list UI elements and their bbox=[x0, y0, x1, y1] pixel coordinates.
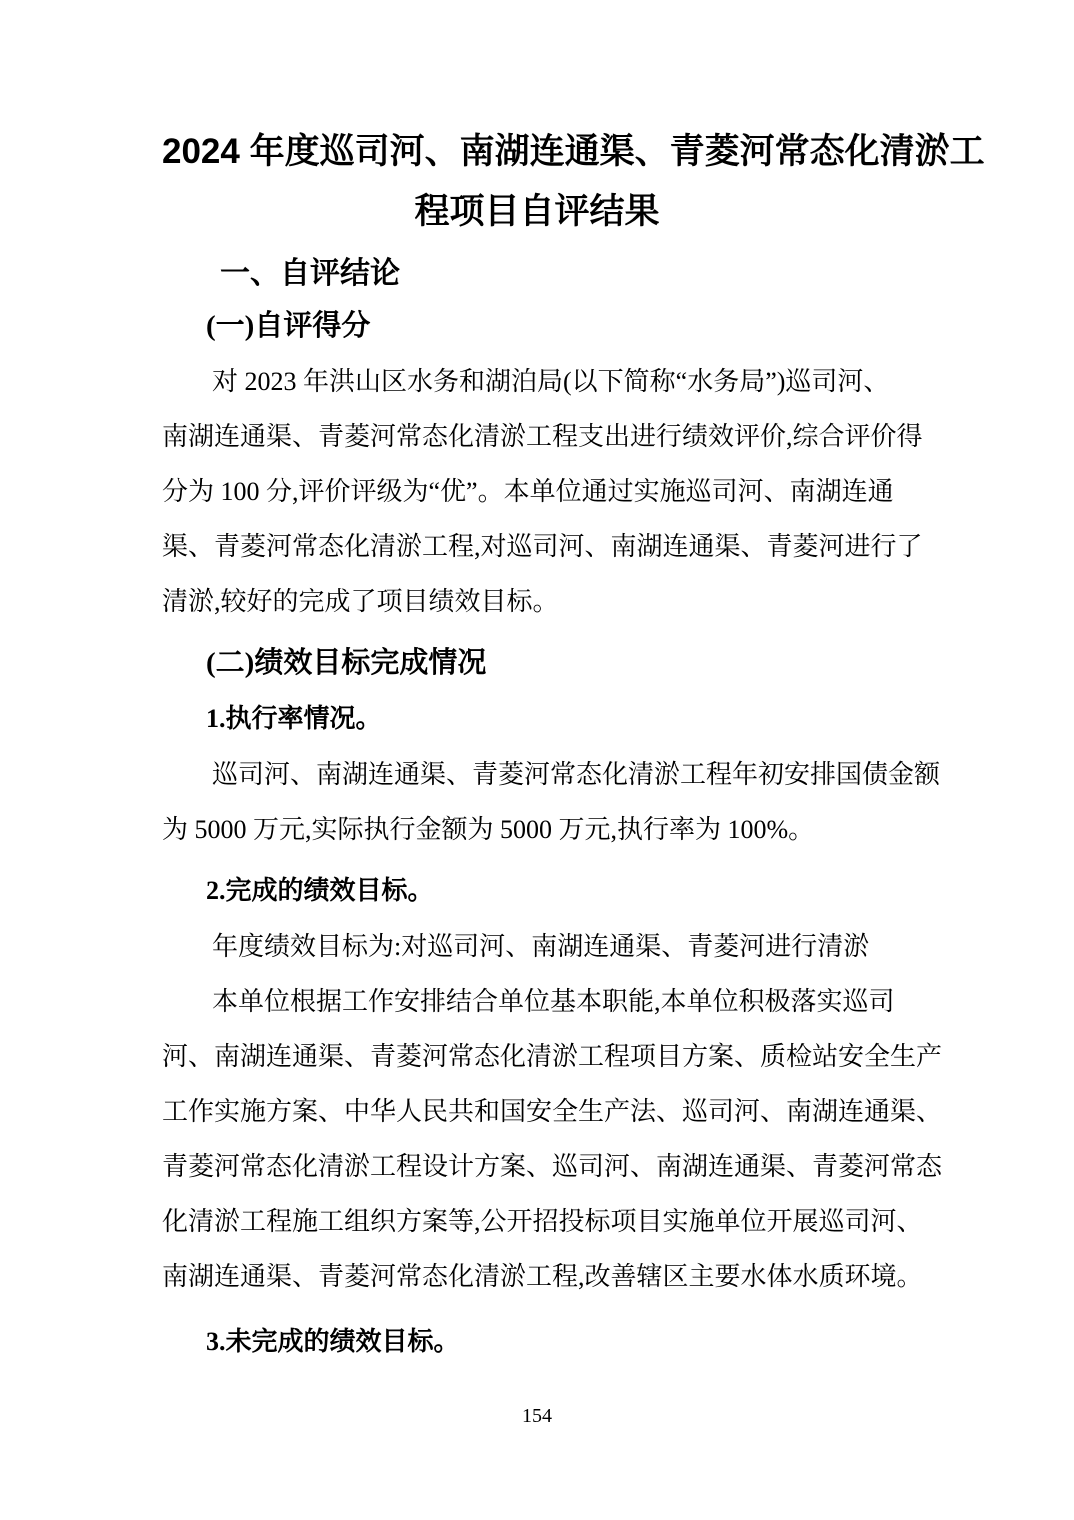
paragraph-completed-line-6: 南湖连通渠、青菱河常态化清淤工程,改善辖区主要水体水质环境。 bbox=[162, 1262, 923, 1291]
paragraph-annual-target: 年度绩效目标为:对巡司河、南湖连通渠、青菱河进行清淤 bbox=[212, 932, 870, 961]
heading-self-evaluation-score: (一)自评得分 bbox=[206, 310, 371, 342]
document-title bbox=[162, 122, 985, 242]
paragraph-score-line-1: 对 2023 年洪山区水务和湖泊局(以下简称“水务局”)巡司河、 bbox=[212, 367, 890, 396]
paragraph-completed-line-3: 工作实施方案、中华人民共和国安全生产法、巡司河、南湖连通渠、 bbox=[162, 1097, 943, 1126]
heading-target-completion: (二)绩效目标完成情况 bbox=[206, 647, 487, 679]
paragraph-score-line-5: 清淤,较好的完成了项目绩效目标。 bbox=[162, 587, 559, 616]
subheading-execution-rate: 1.执行率情况。 bbox=[206, 704, 382, 733]
paragraph-score-line-4: 渠、青菱河常态化清淤工程,对巡司河、南湖连通渠、青菱河进行了 bbox=[162, 532, 923, 561]
paragraph-completed-line-5: 化清淤工程施工组织方案等,公开招投标项目实施单位开展巡司河、 bbox=[162, 1207, 923, 1236]
paragraph-execution-line-1: 巡司河、南湖连通渠、青菱河常态化清淤工程年初安排国债金额 bbox=[212, 760, 941, 789]
document-title-line-2: 程项目自评结果 bbox=[414, 192, 660, 231]
page-number: 154 bbox=[522, 1405, 552, 1427]
paragraph-completed-line-2: 河、南湖连通渠、青菱河常态化清淤工程项目方案、质检站安全生产 bbox=[162, 1042, 943, 1071]
heading-self-evaluation-conclusion: 一、自评结论 bbox=[220, 257, 400, 290]
paragraph-completed-line-4: 青菱河常态化清淤工程设计方案、巡司河、南湖连通渠、青菱河常态 bbox=[162, 1152, 943, 1181]
paragraph-execution-line-2: 为 5000 万元,实际执行金额为 5000 万元,执行率为 100%。 bbox=[162, 815, 815, 844]
paragraph-completed-targets bbox=[162, 974, 943, 1304]
paragraph-execution-rate bbox=[162, 747, 941, 857]
paragraph-score bbox=[162, 354, 923, 629]
paragraph-completed-line-1: 本单位根据工作安排结合单位基本职能,本单位积极落实巡司 bbox=[212, 987, 895, 1016]
paragraph-score-line-3: 分为 100 分,评价评级为“优”。本单位通过实施巡司河、南湖连通 bbox=[162, 477, 894, 506]
subheading-completed-targets: 2.完成的绩效目标。 bbox=[206, 876, 434, 905]
document-title-line-1: 2024 年度巡司河、南湖连通渠、青菱河常态化清淤工 bbox=[162, 132, 985, 171]
subheading-uncompleted-targets: 3.未完成的绩效目标。 bbox=[206, 1327, 460, 1356]
paragraph-score-line-2: 南湖连通渠、青菱河常态化清淤工程支出进行绩效评价,综合评价得 bbox=[162, 422, 923, 451]
